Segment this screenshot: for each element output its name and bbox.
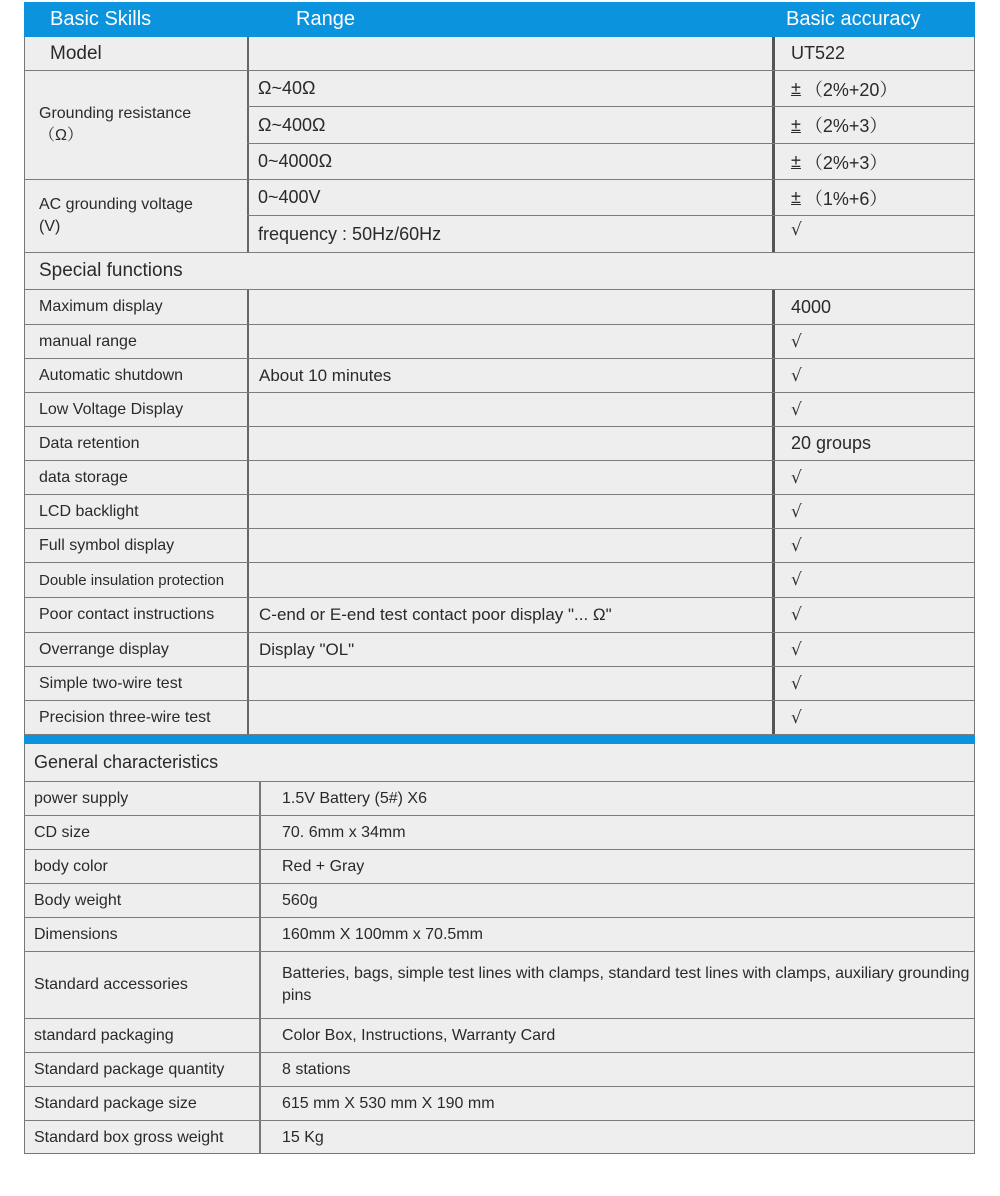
table-row — [25, 359, 974, 393]
check-icon: √ — [772, 563, 974, 597]
characteristic-value: 615 mm X 530 mm X 190 mm — [259, 1087, 974, 1120]
function-range: Display "OL" — [247, 633, 772, 666]
model-label: Model — [50, 42, 102, 64]
check-icon: √ — [772, 359, 974, 392]
spec-table — [24, 37, 975, 735]
check-icon: √ — [772, 325, 974, 358]
characteristic-label: Dimensions — [34, 925, 118, 943]
table-row — [25, 701, 974, 735]
function-range: C-end or E-end test contact poor display "... Ω" — [247, 598, 772, 632]
function-label: manual range — [39, 332, 137, 350]
table-row — [247, 180, 974, 216]
function-value: 20 groups — [772, 427, 974, 460]
check-icon: √ — [772, 701, 974, 734]
function-range — [247, 529, 772, 562]
range-value: 0~4000Ω — [247, 144, 772, 179]
function-range: About 10 minutes — [247, 359, 772, 392]
table-row — [25, 529, 974, 563]
header-basic-skills: Basic Skills — [50, 8, 152, 30]
section-title: General characteristics — [34, 752, 219, 772]
table-row — [25, 290, 974, 325]
table-row — [25, 1087, 974, 1121]
function-label: Overrange display — [39, 640, 169, 658]
function-label: data storage — [39, 468, 128, 486]
characteristic-label: Standard package quantity — [34, 1060, 225, 1078]
table-header — [24, 2, 975, 37]
table-row — [25, 393, 974, 427]
plus-minus-icon: ± — [791, 151, 801, 171]
check-icon: √ — [772, 393, 974, 426]
characteristic-value: 70. 6mm x 34mm — [259, 816, 974, 849]
section-divider — [24, 735, 975, 744]
section-title: Special functions — [39, 260, 183, 281]
characteristic-label: Standard package size — [34, 1094, 197, 1112]
characteristic-label: Standard box gross weight — [34, 1128, 224, 1146]
table-row — [247, 107, 974, 144]
plus-minus-icon: ± — [791, 114, 801, 135]
table-row — [247, 71, 974, 107]
function-range — [247, 325, 772, 358]
function-label: Automatic shutdown — [39, 366, 184, 384]
check-icon: √ — [772, 598, 974, 632]
characteristic-value: Color Box, Instructions, Warranty Card — [259, 1019, 974, 1052]
table-row — [25, 884, 974, 918]
table-row — [25, 850, 974, 884]
check-icon: √ — [772, 529, 974, 562]
range-value: Ω~400Ω — [247, 107, 772, 143]
table-row — [25, 563, 974, 598]
grounding-resistance-label: Grounding resistance（Ω） — [39, 105, 192, 144]
table-row — [25, 461, 974, 495]
accuracy-value: ± （2%+3） — [772, 144, 974, 179]
function-range — [247, 393, 772, 426]
general-table — [24, 744, 975, 1154]
table-row — [25, 427, 974, 461]
characteristic-label: CD size — [34, 823, 91, 841]
table-row — [25, 667, 974, 701]
range-value: frequency : 50Hz/60Hz — [247, 216, 772, 252]
function-range — [247, 427, 772, 460]
function-range — [247, 290, 772, 324]
table-row — [25, 816, 974, 850]
table-row — [25, 782, 974, 816]
function-label: Poor contact instructions — [39, 606, 215, 623]
characteristic-value: 8 stations — [259, 1053, 974, 1086]
plus-minus-icon: ± — [791, 187, 801, 207]
table-row — [25, 1019, 974, 1053]
table-row — [25, 1053, 974, 1087]
model-value: UT522 — [772, 37, 974, 70]
function-label: Data retention — [39, 434, 140, 452]
ac-voltage-label: AC grounding voltage (V) — [39, 196, 193, 235]
accuracy-value: ± （1%+6） — [772, 180, 974, 215]
header-basic-accuracy: Basic accuracy — [786, 8, 921, 30]
function-range — [247, 461, 772, 494]
characteristic-label: body color — [34, 857, 108, 875]
characteristic-value: Red + Gray — [259, 850, 974, 883]
table-row — [25, 1121, 974, 1154]
function-range — [247, 701, 772, 734]
check-icon: √ — [772, 216, 974, 252]
characteristic-value: Batteries, bags, simple test lines with clamps, standard test lines with clamps, auxiliary grounding pins — [259, 952, 974, 1018]
model-range — [247, 37, 772, 70]
characteristic-label: power supply — [34, 789, 129, 807]
table-row — [25, 598, 974, 633]
function-label: Full symbol display — [39, 536, 175, 554]
function-label: Precision three-wire test — [39, 708, 211, 726]
range-value: 0~400V — [247, 180, 772, 215]
function-range — [247, 495, 772, 528]
function-label: Maximum display — [39, 298, 163, 315]
check-icon: √ — [772, 667, 974, 700]
table-row — [247, 216, 974, 253]
table-row — [25, 325, 974, 359]
accuracy-value: ± （2%+20） — [772, 71, 974, 106]
accuracy-value: ± （2%+3） — [772, 107, 974, 143]
section-general-characteristics — [25, 744, 974, 782]
characteristic-value: 15 Kg — [259, 1121, 974, 1154]
plus-minus-icon: ± — [791, 78, 801, 98]
function-range — [247, 563, 772, 597]
function-label: Simple two-wire test — [39, 674, 183, 692]
check-icon: √ — [772, 633, 974, 666]
header-range: Range — [296, 8, 355, 30]
table-row-model — [25, 37, 974, 71]
function-range — [247, 667, 772, 700]
characteristic-value: 160mm X 100mm x 70.5mm — [259, 918, 974, 951]
characteristic-value: 1.5V Battery (5#) X6 — [259, 782, 974, 815]
table-row — [25, 495, 974, 529]
function-value: 4000 — [772, 290, 974, 324]
table-row — [247, 144, 974, 180]
characteristic-label: Standard accessories — [34, 976, 188, 993]
characteristic-label: standard packaging — [34, 1026, 174, 1044]
range-value: Ω~40Ω — [247, 71, 772, 106]
function-label: Double insulation protection — [39, 571, 225, 589]
check-icon: √ — [772, 495, 974, 528]
table-row — [25, 918, 974, 952]
function-label: LCD backlight — [39, 502, 139, 520]
characteristic-value: 560g — [259, 884, 974, 917]
table-row — [25, 952, 974, 1019]
function-label: Low Voltage Display — [39, 400, 184, 418]
characteristic-label: Body weight — [34, 891, 122, 909]
table-row — [25, 633, 974, 667]
check-icon: √ — [772, 461, 974, 494]
section-special-functions — [25, 253, 974, 290]
